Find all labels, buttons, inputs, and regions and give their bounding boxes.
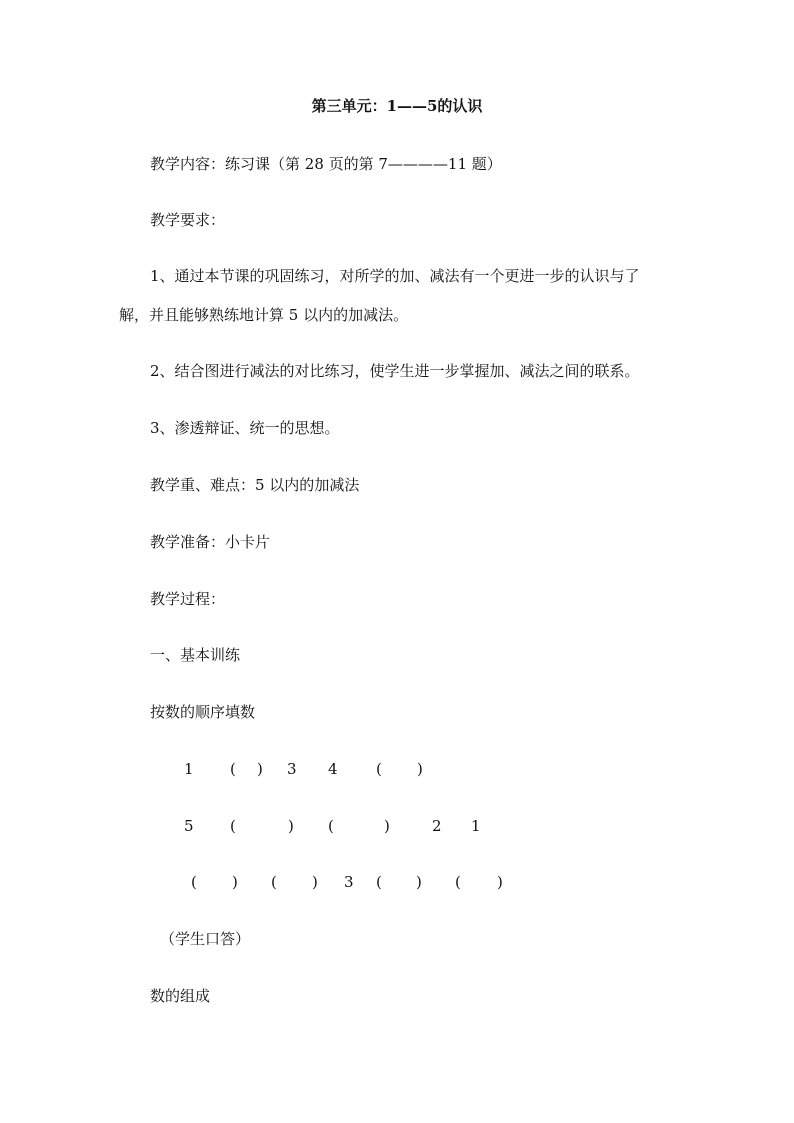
sequence-cell: ( (271, 873, 277, 891)
fill-heading: 按数的顺序填数 (150, 703, 256, 721)
key-points: 教学重、难点：5 以内的加减法 (150, 476, 360, 494)
sequence-cell: ( (230, 760, 236, 778)
requirement-2: 2、结合图进行减法的对比练习，使学生进一步掌握加、减法之间的联系。 (150, 362, 640, 380)
sequence-cell: ( (191, 873, 197, 891)
requirements-heading: 教学要求： (150, 211, 226, 229)
sequence-cell: ) (497, 873, 503, 891)
process-heading: 教学过程： (150, 590, 226, 608)
sequence-cell: ) (312, 873, 318, 891)
sequence-cell: 1 (184, 760, 194, 778)
requirement-1-line-2: 解，并且能够熟练地计算 5 以内的加减法。 (119, 306, 409, 324)
sequence-cell: ( (376, 873, 382, 891)
teaching-content: 教学内容：练习课（第 28 页的第 7————11 题） (150, 155, 502, 173)
sequence-cell: 3 (287, 760, 297, 778)
sequence-cell: 1 (471, 817, 481, 835)
sequence-cell: ) (416, 873, 422, 891)
sequence-cell: ) (257, 760, 263, 778)
page-title: 第三单元：1——5的认识 (311, 97, 483, 115)
composition-heading: 数的组成 (150, 987, 211, 1005)
oral-answer-note: （学生口答） (160, 930, 251, 948)
sequence-cell: ( (376, 760, 382, 778)
requirement-1-line-1: 1、通过本节课的巩固练习，对所学的加、减法有一个更进一步的认识与了 (150, 267, 640, 285)
sequence-cell: ) (232, 873, 238, 891)
sequence-cell: ( (328, 817, 334, 835)
sequence-cell: 3 (344, 873, 354, 891)
sequence-cell: ) (384, 817, 390, 835)
sequence-cell: 2 (432, 817, 442, 835)
sequence-cell: ) (417, 760, 423, 778)
sequence-cell: ( (455, 873, 461, 891)
sequence-cell: ) (288, 817, 294, 835)
sequence-cell: ( (230, 817, 236, 835)
sequence-cell: 5 (184, 817, 194, 835)
preparation: 教学准备：小卡片 (150, 533, 271, 551)
section-1-heading: 一、基本训练 (150, 646, 241, 664)
sequence-cell: 4 (328, 760, 338, 778)
requirement-3: 3、渗透辩证、统一的思想。 (150, 419, 340, 437)
